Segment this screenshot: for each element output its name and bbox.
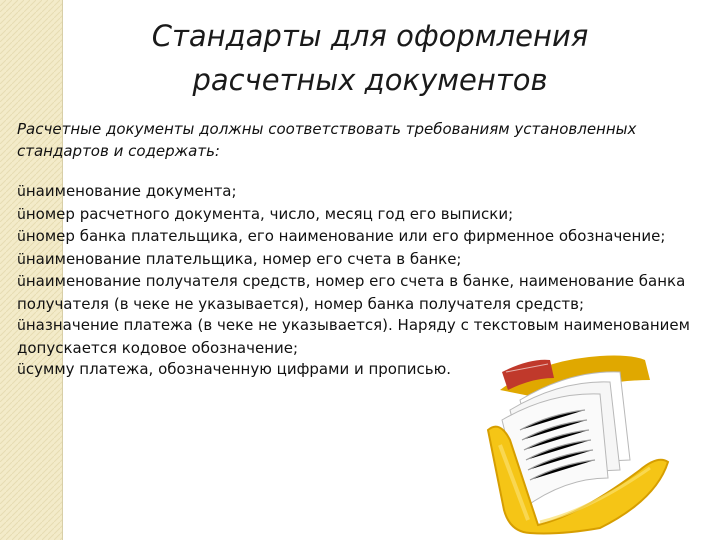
list-item: üнаименование получателя средств, номер его счета в банке, наименование банка получателя (в чеке не указывается), номер банка получателя средств; <box>17 272 686 313</box>
list-item: üназначение платежа (в чеке не указывается). Наряду с текстовым наименованием допускается кодовое обозначение; <box>17 316 690 357</box>
list-item: üнаименование плательщика, номер его счета в банке; <box>17 249 462 268</box>
list-item: üнаименование документа; <box>17 182 237 200</box>
list-item: üсумму платежа, обозначенную цифрами и прописью. <box>17 360 452 378</box>
slide-title: Стандарты для оформления расчетных документов <box>151 19 589 97</box>
checkmark-icon: ü <box>17 184 26 200</box>
checkmark-icon: ü <box>17 229 26 245</box>
intro-text: Расчетные документы должны соответствовать требованиям установленных стандартов и содержать: <box>17 120 637 160</box>
checkmark-icon: ü <box>17 318 26 334</box>
checkmark-icon: ü <box>17 362 26 378</box>
checkmark-icon: ü <box>17 206 26 223</box>
checkmark-icon: ü <box>17 251 26 268</box>
folder-with-documents-icon <box>480 350 680 535</box>
list-item: üномер расчетного документа, число, месяц год его выписки; <box>17 204 514 223</box>
checkmark-icon: ü <box>17 274 26 290</box>
list-item: üномер банка плательщика, его наименование или его фирменное обозначение; <box>17 227 666 245</box>
